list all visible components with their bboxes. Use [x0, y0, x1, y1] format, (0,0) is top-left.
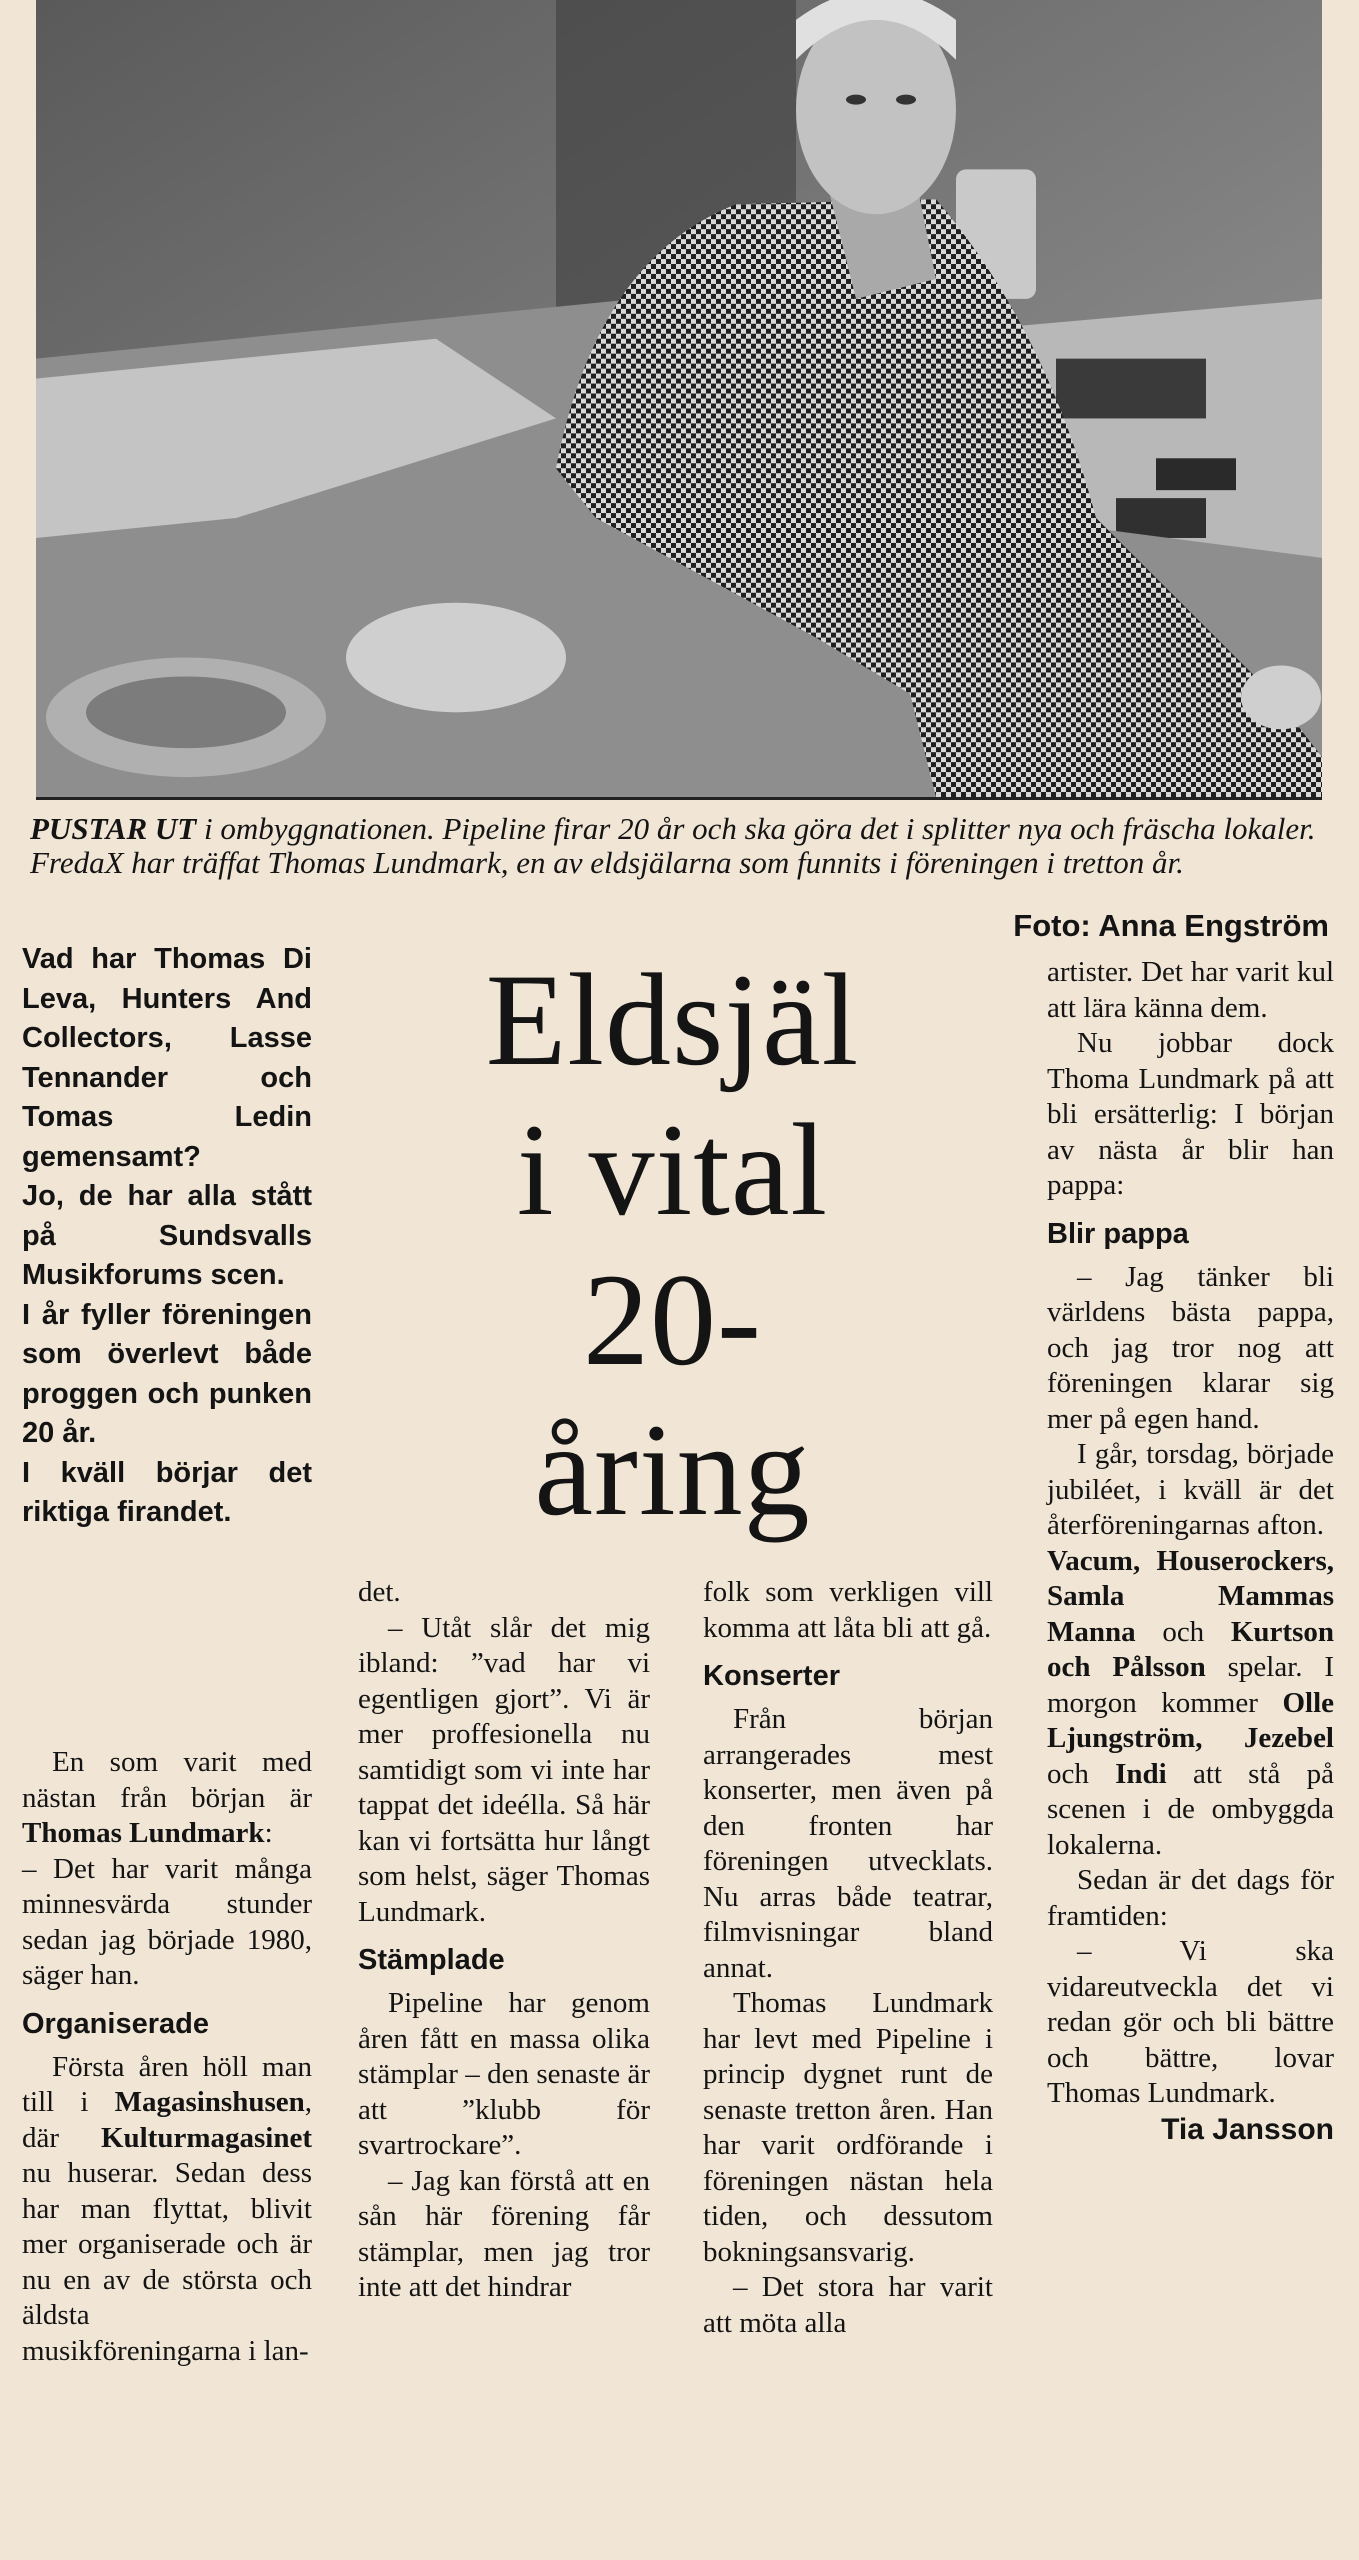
body-paragraph: – Det har varit många minnesvärda stunder sedan jag började 1980, säger han.: [22, 1852, 312, 1991]
column-1: [22, 1745, 312, 2369]
headline: [345, 945, 1000, 1545]
body-paragraph: Pipeline har genom åren fått en massa olika stämplar – den senaste är att ”klubb för svartrockare”.: [358, 1987, 650, 2161]
body-paragraph: – Utåt slår det mig ibland: ”vad har vi egentligen gjort”. Vi är mer proffesionella nu samtidigt som vi inte har tappat det ideélla. Så här kan vi fortsätta hur långt som helst, säger Thomas Lundmark.: [358, 1611, 650, 1928]
body-paragraph: – Vi ska vidareutveckla det vi redan gör och bli bättre och bättre, lovar Thomas Lundmark.: [1047, 1935, 1334, 2109]
name-bold: Vacum, Houserockers, Samla Mammas Manna: [1047, 1544, 1334, 1648]
column-2: [358, 1575, 650, 2306]
author-signature: Tia Jansson: [1161, 2112, 1334, 2146]
name-bold: Kurtson och Pålsson: [1047, 1615, 1334, 1683]
photo-credit: Foto: Anna Engström: [1013, 908, 1329, 943]
column-4: [1047, 955, 1334, 2147]
caption-text: i ombyggnationen. Pipeline firar 20 år och ska göra det i splitter nya och fräscha lokaler. FredaX har träffat Thomas Lundmark, en av eldsjälarna som funnits i föreningen i tretton år.: [30, 811, 1316, 880]
body-paragraph: folk som verkligen vill komma att låta bli att gå.: [703, 1576, 993, 1644]
body-paragraph: Thomas Lundmark har levt med Pipeline i princip dygnet runt de senaste tretton åren. Han har varit ordförande i föreningen nästan hela tiden, och dessutom bokningsansvarig.: [703, 1987, 993, 2268]
subheading: Stämplade: [358, 1944, 505, 1976]
name-bold: Kulturmagasinet: [100, 2121, 312, 2154]
body-paragraph: Nu jobbar dock Thoma Lundmark på att bli ersätterlig: I början av nästa år blir han pappa:: [1047, 1027, 1334, 1201]
name-bold: Olle Ljungström, Jezebel: [1047, 1686, 1334, 1754]
body-paragraph: I går, torsdag, började jubiléet, i kväll är det återföreningarnas afton.: [1047, 1438, 1334, 1541]
headline-line: i vital: [516, 1096, 829, 1243]
lead-paragraph: I år fyller föreningen som överlevt både proggen och punken 20 år.: [22, 1298, 312, 1449]
body-paragraph: – Jag kan förstå att en sån här förening får stämplar, men jag tror inte att det hindrar: [358, 2164, 650, 2303]
subheading: Organiserade: [22, 2007, 209, 2040]
body-paragraph: Från början arrangerades mest konserter, men även på den fronten har föreningen utvecklats. Nu arras både teatrar, filmvisningar bland annat.: [703, 1703, 993, 1984]
body-paragraph: [22, 2050, 312, 2370]
text-run: En som varit med nästan från början är: [22, 1746, 312, 1814]
text-run: nu huserar. Sedan dess har man flyttat, blivit mer organiserade och är nu en av de största och äldsta musikföreningarna i lan-: [22, 2157, 312, 2367]
photo-illustration: [36, 0, 1322, 797]
name-bold: Indi: [1115, 1757, 1167, 1790]
text-run: :: [264, 1817, 273, 1849]
body-paragraph: Sedan är det dags för framtiden:: [1047, 1864, 1334, 1932]
lead-paragraph: Vad har Thomas Di Leva, Hunters And Collectors, Lasse Tennander och Tomas Ledin gemensamt?: [22, 943, 312, 1173]
body-paragraph: – Jag tänker bli världens bästa pappa, och jag tror nog att föreningen klarar sig mer på egen hand.: [1047, 1260, 1334, 1435]
subheading: Blir pappa: [1047, 1217, 1189, 1250]
column-3: [703, 1575, 993, 2341]
text-run: och: [1047, 1757, 1116, 1790]
text-run: , där: [22, 2086, 312, 2154]
subheading: Konserter: [703, 1660, 840, 1692]
headline-line: åring: [534, 1396, 811, 1543]
article-lead: [22, 940, 312, 1533]
name-bold: Thomas Lundmark: [22, 1817, 265, 1849]
text-run: Första åren höll man till i: [22, 2050, 312, 2118]
article-photo: [36, 0, 1322, 800]
headline-line: Eldsjäl: [485, 946, 860, 1093]
text-run: och: [1135, 1615, 1231, 1648]
caption-lead: PUSTAR UT: [30, 811, 197, 846]
name-bold: Magasinshusen: [114, 2086, 305, 2118]
lead-paragraph: Jo, de har alla stått på Sundsvalls Musikforums scen.: [22, 1180, 312, 1291]
body-paragraph: – Det stora har varit att möta alla: [703, 2271, 993, 2339]
body-paragraph: artister. Det har varit kul att lära känna dem.: [1047, 956, 1334, 1024]
photo-caption: [30, 812, 1330, 880]
text-run: att stå på scenen i de ombyggda lokalerna.: [1047, 1757, 1334, 1861]
body-paragraph: det.: [358, 1576, 401, 1608]
text-run: spelar. I morgon kommer: [1047, 1651, 1334, 1719]
headline-line: 20-: [583, 1246, 762, 1393]
lead-paragraph: I kväll börjar det riktiga firandet.: [22, 1456, 312, 1528]
body-paragraph: [22, 1745, 312, 1852]
body-paragraph: [1047, 1544, 1334, 1864]
